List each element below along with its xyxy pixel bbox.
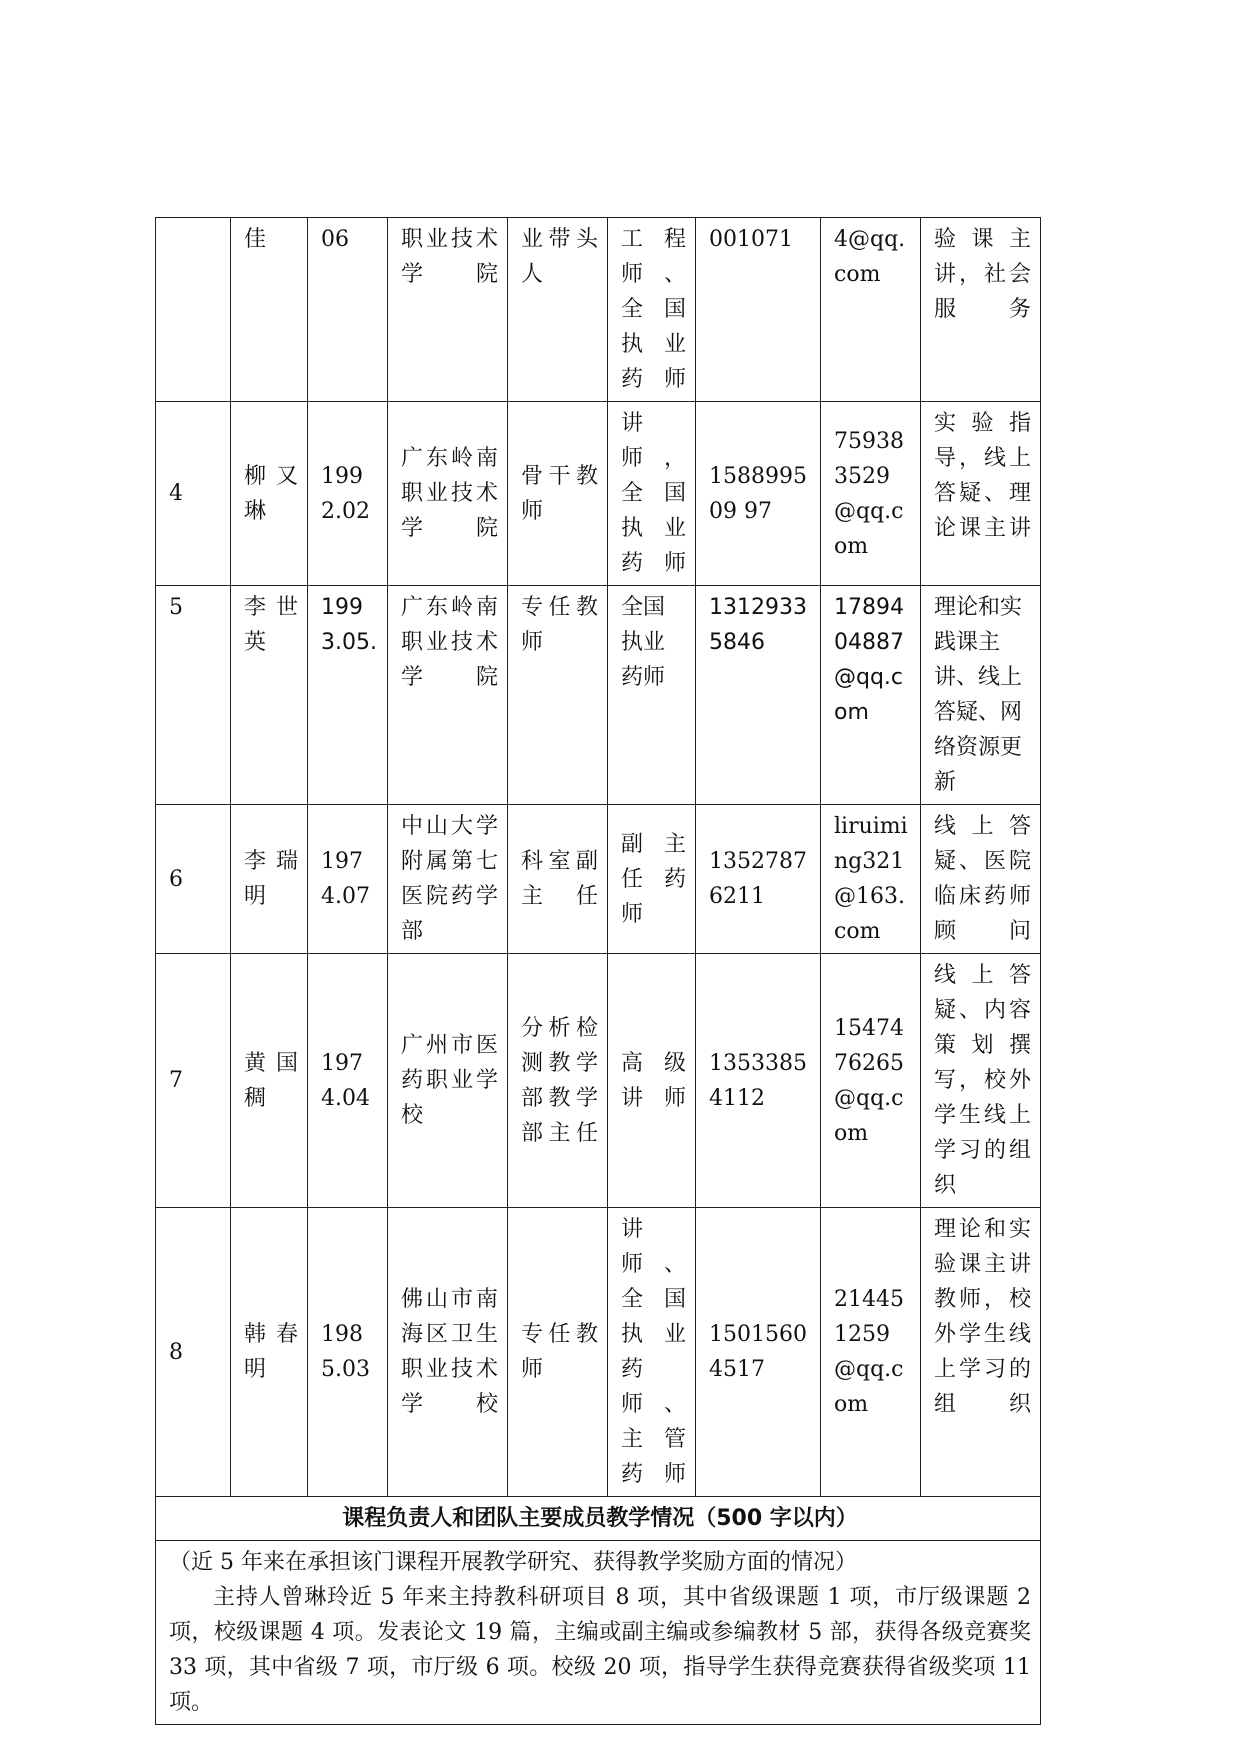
section-content-row xyxy=(156,1541,1041,1725)
cell-phone: 13533854112 xyxy=(696,954,821,1208)
table-row xyxy=(156,402,1041,586)
cell-role: 专任教师 xyxy=(508,586,608,805)
cell-email: liruiming321@163.com xyxy=(821,805,921,954)
cell-email: 1547476265@qq.com xyxy=(821,954,921,1208)
section-body: 主持人曾琳玲近 5 年来主持教科研项目 8 项，其中省级课题 1 项，市厅级课题 2 项，校级课题 4 项。发表论文 19 篇，主编或副主编或参编教材 5 部，获得各级竞赛奖 33 项，其中省级 7 项，市厅级 6 项。校级 20 项，指导学生获得竞赛获得省级奖项 11 项。 xyxy=(169,1585,1031,1715)
table-row xyxy=(156,1208,1041,1497)
section-content xyxy=(156,1541,1041,1725)
cell-phone: 13527876211 xyxy=(696,805,821,954)
cell-name: 韩春明 xyxy=(231,1208,308,1497)
cell-no xyxy=(156,218,231,402)
cell-phone: 001071 xyxy=(696,218,821,402)
cell-title: 讲师、全国执业药师、主管药师 xyxy=(608,1208,696,1497)
cell-phone: 158899509 97 xyxy=(696,402,821,586)
cell-unit: 广州市医药职业学校 xyxy=(388,954,508,1208)
cell-duty: 理论和实践课主讲、线上答疑、网络资源更新 xyxy=(921,586,1041,805)
cell-title: 副主任药师 xyxy=(608,805,696,954)
cell-role: 分析检测教学部教学部主任 xyxy=(508,954,608,1208)
cell-title: 讲师，全国执业药师 xyxy=(608,402,696,586)
cell-no: 7 xyxy=(156,954,231,1208)
cell-unit: 中山大学附属第七医院药学部 xyxy=(388,805,508,954)
cell-title: 高级讲师 xyxy=(608,954,696,1208)
cell-no: 8 xyxy=(156,1208,231,1497)
section-title: 课程负责人和团队主要成员教学情况（500 字以内） xyxy=(156,1497,1041,1541)
cell-role: 业带头人 xyxy=(508,218,608,402)
cell-email: 214451259@qq.com xyxy=(821,1208,921,1497)
cell-no: 6 xyxy=(156,805,231,954)
cell-duty: 线上答疑、内容策划撰写，校外学生线上学习的组织 xyxy=(921,954,1041,1208)
cell-unit: 职业技术学院 xyxy=(388,218,508,402)
cell-role: 骨干教师 xyxy=(508,402,608,586)
cell-email: 759383529@qq.com xyxy=(821,402,921,586)
section-hint: （近 5 年来在承担该门课程开展教学研究、获得教学奖励方面的情况） xyxy=(169,1550,857,1575)
table-row xyxy=(156,586,1041,805)
cell-birth: 1985.03 xyxy=(308,1208,388,1497)
cell-email: 1789404887@qq.com xyxy=(821,586,921,805)
cell-duty: 线上答疑、医院临床药师顾问 xyxy=(921,805,1041,954)
cell-no: 5 xyxy=(156,586,231,805)
cell-unit: 广东岭南职业技术学院 xyxy=(388,402,508,586)
section-title-row xyxy=(156,1497,1041,1541)
cell-role: 科室副主任 xyxy=(508,805,608,954)
cell-title: 工程师、全国执业药师 xyxy=(608,218,696,402)
cell-birth: 06 xyxy=(308,218,388,402)
cell-birth: 1974.07 xyxy=(308,805,388,954)
cell-name: 李世英 xyxy=(231,586,308,805)
cell-phone: 15015604517 xyxy=(696,1208,821,1497)
table-row xyxy=(156,954,1041,1208)
cell-name: 黄国稠 xyxy=(231,954,308,1208)
cell-name: 李瑞明 xyxy=(231,805,308,954)
cell-name: 佳 xyxy=(231,218,308,402)
cell-title: 全国执业药师 xyxy=(608,586,696,805)
cell-birth: 1993.05. xyxy=(308,586,388,805)
table-row xyxy=(156,218,1041,402)
cell-birth: 1974.04 xyxy=(308,954,388,1208)
cell-unit: 佛山市南海区卫生职业技术学校 xyxy=(388,1208,508,1497)
cell-duty: 实验指导，线上答疑、理论课主讲 xyxy=(921,402,1041,586)
cell-name: 柳又琳 xyxy=(231,402,308,586)
cell-duty: 验课主讲，社会服务 xyxy=(921,218,1041,402)
cell-duty: 理论和实验课主讲教师，校外学生线上学习的组织 xyxy=(921,1208,1041,1497)
cell-no: 4 xyxy=(156,402,231,586)
cell-unit: 广东岭南职业技术学院 xyxy=(388,586,508,805)
cell-birth: 1992.02 xyxy=(308,402,388,586)
table-row xyxy=(156,805,1041,954)
team-members-table xyxy=(155,217,1041,1725)
cell-email: 4@qq.com xyxy=(821,218,921,402)
cell-role: 专任教师 xyxy=(508,1208,608,1497)
cell-phone: 13129335846 xyxy=(696,586,821,805)
